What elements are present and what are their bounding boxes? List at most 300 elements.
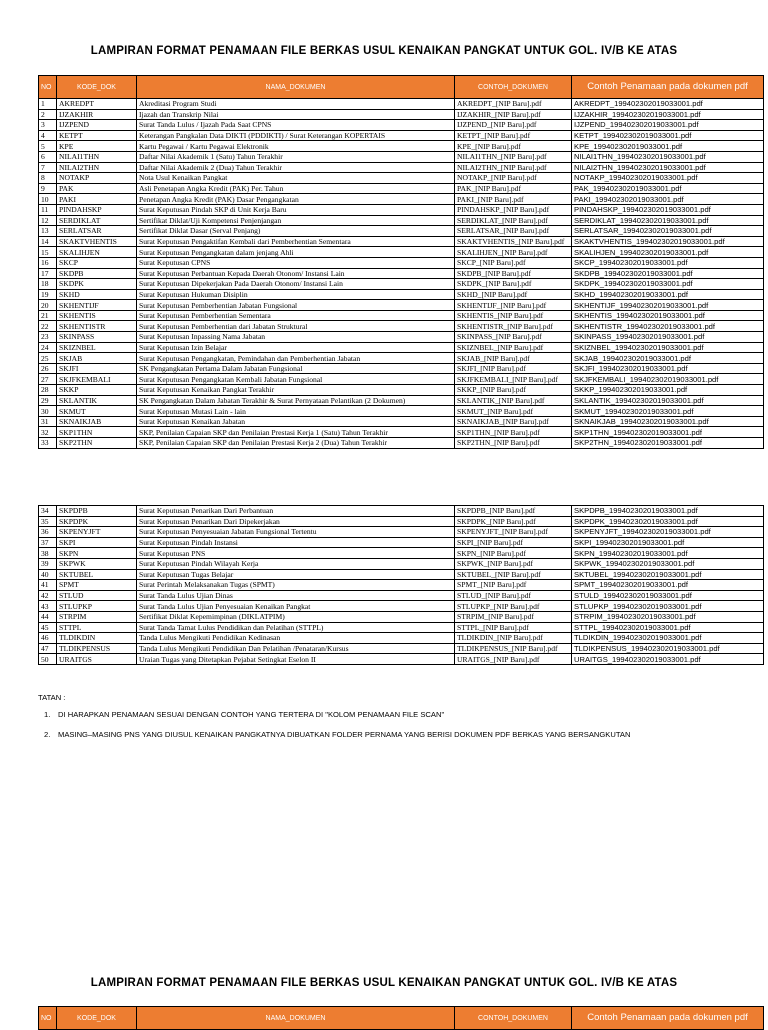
- row-number: 10: [39, 194, 57, 205]
- row-pdf-name: SKPDPK_199402302019033001.pdf: [572, 516, 764, 527]
- row-kode: SKJAB: [57, 353, 137, 364]
- row-kode: STTPL: [57, 622, 137, 633]
- row-pdf-name: STRPIM_199402302019033001.pdf: [572, 611, 764, 622]
- row-kode: SKPWK: [57, 558, 137, 569]
- note-number: 1.: [44, 710, 51, 719]
- row-nama: Akreditasi Program Studi: [137, 99, 455, 110]
- note-text: DI HARAPKAN PENAMAAN SESUAI DENGAN CONTOH YANG TERTERA DI "KOLOM PENAMAAN FILE SCAN": [58, 710, 445, 719]
- row-contoh: SKJAB_[NIP Baru].pdf: [455, 353, 572, 364]
- row-nama: Surat Keputusan Pemberhentian Jabatan Fungsional: [137, 300, 455, 311]
- table-row: [39, 590, 764, 601]
- row-contoh: SKLANTIK_[NIP Baru].pdf: [455, 395, 572, 406]
- row-nama: Penetapan Angka Kredit (PAK) Dasar Pengangkatan: [137, 194, 455, 205]
- table-row: [39, 289, 764, 300]
- row-nama: Surat Keputusan Dipekerjakan Pada Daerah Otonom/ Instansi Lain: [137, 279, 455, 290]
- row-pdf-name: SKTUBEL_199402302019033001.pdf: [572, 569, 764, 580]
- row-nama: Tanda Lulus Mengikuti Pendidikan Dan Pelatihan /Penataran/Kursus: [137, 643, 455, 654]
- row-number: 47: [39, 643, 57, 654]
- table-row: [39, 654, 764, 665]
- row-contoh: SERLATSAR_[NIP Baru].pdf: [455, 226, 572, 237]
- row-number: 14: [39, 236, 57, 247]
- row-pdf-name: NILAI2THN_199402302019033001.pdf: [572, 162, 764, 173]
- row-number: 7: [39, 162, 57, 173]
- row-nama: Surat Tanda Lulus Ujian Dinas: [137, 590, 455, 601]
- table-row: [39, 580, 764, 591]
- row-number: 11: [39, 204, 57, 215]
- table-row: [39, 194, 764, 205]
- header-contoh: CONTOH_DOKUMEN: [455, 76, 572, 99]
- row-contoh: NILAI1THN_[NIP Baru].pdf: [455, 151, 572, 162]
- row-nama: Daftar Nilai Akademik 1 (Satu) Tahun Terakhir: [137, 151, 455, 162]
- row-kode: STLUD: [57, 590, 137, 601]
- table-header-row: [39, 1007, 764, 1030]
- row-pdf-name: TLDIKDIN_199402302019033001.pdf: [572, 633, 764, 644]
- row-contoh: SKP1THN_[NIP Baru].pdf: [455, 427, 572, 438]
- row-kode: SKHENTIJF: [57, 300, 137, 311]
- row-pdf-name: PINDAHSKP_199402302019033001.pdf: [572, 204, 764, 215]
- row-number: 5: [39, 141, 57, 152]
- notes-label: TATAN :: [38, 693, 66, 702]
- row-pdf-name: SKPENYJFT_199402302019033001.pdf: [572, 527, 764, 538]
- row-contoh: KPE_[NIP Baru].pdf: [455, 141, 572, 152]
- row-nama: Surat Keputusan Pengangkatan, Pemindahan dan Pemberhentian Jabatan: [137, 353, 455, 364]
- row-number: 15: [39, 247, 57, 258]
- table-row: [39, 130, 764, 141]
- table-row: [39, 141, 764, 152]
- row-nama: Surat Keputusan Kenaikan Jabatan: [137, 416, 455, 427]
- row-nama: Surat Keputusan Penarikan Dari Perbantuan: [137, 506, 455, 517]
- row-kode: IJZAKHIR: [57, 109, 137, 120]
- row-pdf-name: SKNAIKJAB_199402302019033001.pdf: [572, 416, 764, 427]
- row-kode: SKIZNBEL: [57, 342, 137, 353]
- header-contoh: CONTOH_DOKUMEN: [455, 1007, 572, 1030]
- table-row: [39, 279, 764, 290]
- row-nama: Surat Keputusan Pindah Instansi: [137, 537, 455, 548]
- row-number: 37: [39, 537, 57, 548]
- row-contoh: PAK_[NIP Baru].pdf: [455, 183, 572, 194]
- row-kode: SKP2THN: [57, 438, 137, 449]
- row-pdf-name: SKPDPB_199402302019033001.pdf: [572, 506, 764, 517]
- row-nama: Surat Keputusan Pindah Wilayah Kerja: [137, 558, 455, 569]
- row-kode: STLUPKP: [57, 601, 137, 612]
- row-kode: SKPDPB: [57, 506, 137, 517]
- row-contoh: KETPT_[NIP Baru].pdf: [455, 130, 572, 141]
- row-kode: SKJFKEMBALI: [57, 374, 137, 385]
- row-pdf-name: SKPWK_199402302019033001.pdf: [572, 558, 764, 569]
- row-pdf-name: NOTAKP_199402302019033001.pdf: [572, 173, 764, 184]
- header-kode: KODE_DOK: [57, 76, 137, 99]
- row-pdf-name: SPMT_199402302019033001.pdf: [572, 580, 764, 591]
- row-contoh: SKJFI_[NIP Baru].pdf: [455, 363, 572, 374]
- row-nama: Surat Keputusan Kenaikan Pangkat Terakhir: [137, 385, 455, 396]
- row-number: 42: [39, 590, 57, 601]
- note-text: MASING–MASING PNS YANG DIUSUL KENAIKAN PANGKATNYA DIBUATKAN FOLDER PERNAMA YANG BERISI DOKUMEN PDF BERKAS YANG BERSANGKUTAN: [58, 730, 631, 739]
- table-row: [39, 353, 764, 364]
- table-row: [39, 611, 764, 622]
- row-pdf-name: SKPI_199402302019033001.pdf: [572, 537, 764, 548]
- row-kode: SERDIKLAT: [57, 215, 137, 226]
- row-number: 46: [39, 633, 57, 644]
- row-contoh: TLDIKPENSUS_[NIP Baru].pdf: [455, 643, 572, 654]
- row-pdf-name: SKKP_199402302019033001.pdf: [572, 385, 764, 396]
- row-pdf-name: SKINPASS_199402302019033001.pdf: [572, 332, 764, 343]
- table-row: [39, 257, 764, 268]
- row-number: 31: [39, 416, 57, 427]
- table-header-row: [39, 76, 764, 99]
- table-body-part1: [39, 99, 764, 449]
- row-nama: Surat Perintah Melaksanakan Tugas (SPMT): [137, 580, 455, 591]
- row-number: 29: [39, 395, 57, 406]
- table-row: [39, 506, 764, 517]
- row-kode: SKCP: [57, 257, 137, 268]
- table-row: [39, 151, 764, 162]
- file-naming-table-part2: [38, 505, 764, 665]
- table-row: [39, 183, 764, 194]
- row-kode: SKTUBEL: [57, 569, 137, 580]
- row-nama: Keterangan Pangkalan Data DIKTI (PDDIKTI) / Surat Keterangan KOPERTAIS: [137, 130, 455, 141]
- row-kode: SKHD: [57, 289, 137, 300]
- table-row: [39, 247, 764, 258]
- row-pdf-name: SKJFKEMBALI_199402302019033001.pdf: [572, 374, 764, 385]
- row-contoh: SKINPASS_[NIP Baru].pdf: [455, 332, 572, 343]
- table-row: [39, 527, 764, 538]
- file-naming-table-part3: [38, 1006, 764, 1030]
- row-nama: Sertifikat Diklat Dasar (Serval Penjang): [137, 226, 455, 237]
- row-number: 30: [39, 406, 57, 417]
- table-row: [39, 321, 764, 332]
- header-nama: NAMA_DOKUMEN: [137, 1007, 455, 1030]
- row-kode: SKLANTIK: [57, 395, 137, 406]
- row-kode: KETPT: [57, 130, 137, 141]
- row-contoh: SKCP_[NIP Baru].pdf: [455, 257, 572, 268]
- row-kode: SKDPB: [57, 268, 137, 279]
- row-pdf-name: PAKI_199402302019033001.pdf: [572, 194, 764, 205]
- row-contoh: SERDIKLAT_[NIP Baru].pdf: [455, 215, 572, 226]
- row-nama: Surat Keputusan Pengaktifan Kembali dari Pemberhentian Sementara: [137, 236, 455, 247]
- row-pdf-name: STLUPKP_199402302019033001.pdf: [572, 601, 764, 612]
- row-kode: TLDIKPENSUS: [57, 643, 137, 654]
- row-pdf-name: SKHD_199402302019033001.pdf: [572, 289, 764, 300]
- row-kode: KPE: [57, 141, 137, 152]
- row-pdf-name: PAK_199402302019033001.pdf: [572, 183, 764, 194]
- row-number: 34: [39, 506, 57, 517]
- table-row: [39, 236, 764, 247]
- row-number: 43: [39, 601, 57, 612]
- row-number: 32: [39, 427, 57, 438]
- row-nama: Nota Usul Kenaikan Pangkat: [137, 173, 455, 184]
- header-no: NO: [39, 76, 57, 99]
- row-kode: STRPIM: [57, 611, 137, 622]
- row-kode: SKJFI: [57, 363, 137, 374]
- row-nama: Uraian Tugas yang Ditetapkan Pejabat Setingkat Eselon II: [137, 654, 455, 665]
- row-contoh: SKPI_[NIP Baru].pdf: [455, 537, 572, 548]
- row-pdf-name: URAITGS_199402302019033001.pdf: [572, 654, 764, 665]
- row-number: 23: [39, 332, 57, 343]
- table-row: [39, 516, 764, 527]
- table-row: [39, 226, 764, 237]
- row-kode: URAITGS: [57, 654, 137, 665]
- row-number: 9: [39, 183, 57, 194]
- row-contoh: PINDAHSKP_[NIP Baru].pdf: [455, 204, 572, 215]
- row-kode: NOTAKP: [57, 173, 137, 184]
- row-kode: NILAI1THN: [57, 151, 137, 162]
- row-number: 12: [39, 215, 57, 226]
- row-kode: SKINPASS: [57, 332, 137, 343]
- row-kode: SPMT: [57, 580, 137, 591]
- table-row: [39, 569, 764, 580]
- table-row: [39, 109, 764, 120]
- row-kode: SKMUT: [57, 406, 137, 417]
- row-contoh: SKAKTVHENTIS_[NIP Baru].pdf: [455, 236, 572, 247]
- row-number: 17: [39, 268, 57, 279]
- file-naming-table-part1: [38, 75, 764, 449]
- table-row: [39, 332, 764, 343]
- row-kode: TLDIKDIN: [57, 633, 137, 644]
- row-number: 50: [39, 654, 57, 665]
- table-row: [39, 162, 764, 173]
- table-row: [39, 558, 764, 569]
- row-contoh: IJZAKHIR_[NIP Baru].pdf: [455, 109, 572, 120]
- row-nama: Surat Keputusan Pemberhentian dari Jabatan Struktural: [137, 321, 455, 332]
- row-pdf-name: SKIZNBEL_199402302019033001.pdf: [572, 342, 764, 353]
- row-contoh: SKNAIKJAB_[NIP Baru].pdf: [455, 416, 572, 427]
- table-row: [39, 310, 764, 321]
- row-contoh: SPMT_[NIP Baru].pdf: [455, 580, 572, 591]
- row-pdf-name: SERDIKLAT_199402302019033001.pdf: [572, 215, 764, 226]
- table-row: [39, 99, 764, 110]
- row-number: 3: [39, 120, 57, 131]
- row-number: 26: [39, 363, 57, 374]
- table-row: [39, 643, 764, 654]
- row-kode: SKHENTIS: [57, 310, 137, 321]
- row-contoh: SKJFKEMBALI_[NIP Baru].pdf: [455, 374, 572, 385]
- document-title: LAMPIRAN FORMAT PENAMAAN FILE BERKAS USUL KENAIKAN PANGKAT UNTUK GOL. IV/B KE ATAS: [90, 45, 678, 57]
- row-pdf-name: SKMUT_199402302019033001.pdf: [572, 406, 764, 417]
- row-pdf-name: SKP1THN_199402302019033001.pdf: [572, 427, 764, 438]
- row-contoh: SKHENTISTR_[NIP Baru].pdf: [455, 321, 572, 332]
- row-nama: SKP, Penilaian Capaian SKP dan Penilaian Prestasi Kerja 2 (Dua) Tahun Terakhir: [137, 438, 455, 449]
- row-contoh: URAITGS_[NIP Baru].pdf: [455, 654, 572, 665]
- row-pdf-name: STTPL_199402302019033001.pdf: [572, 622, 764, 633]
- row-contoh: SKDPB_[NIP Baru].pdf: [455, 268, 572, 279]
- row-kode: SKPENYJFT: [57, 527, 137, 538]
- row-nama: Surat Keputusan Tugas Belajar: [137, 569, 455, 580]
- row-kode: SKHENTISTR: [57, 321, 137, 332]
- table-row: [39, 300, 764, 311]
- row-kode: PAK: [57, 183, 137, 194]
- row-contoh: SKKP_[NIP Baru].pdf: [455, 385, 572, 396]
- table-row: [39, 374, 764, 385]
- row-nama: Surat Tanda Lulus Ujian Penyesuaian Kenaikan Pangkat: [137, 601, 455, 612]
- row-contoh: PAKI_[NIP Baru].pdf: [455, 194, 572, 205]
- table-row: [39, 268, 764, 279]
- row-kode: SKAKTVHENTIS: [57, 236, 137, 247]
- row-nama: Surat Keputusan Pemberhentian Sementara: [137, 310, 455, 321]
- row-number: 25: [39, 353, 57, 364]
- row-pdf-name: SKALIHJEN_199402302019033001.pdf: [572, 247, 764, 258]
- row-number: 33: [39, 438, 57, 449]
- header-no: NO: [39, 1007, 57, 1030]
- row-number: 8: [39, 173, 57, 184]
- row-contoh: SKDPK_[NIP Baru].pdf: [455, 279, 572, 290]
- row-number: 1: [39, 99, 57, 110]
- row-number: 22: [39, 321, 57, 332]
- row-contoh: STRPIM_[NIP Baru].pdf: [455, 611, 572, 622]
- row-nama: Tanda Lulus Mengikuti Pendidikan Kedinasan: [137, 633, 455, 644]
- header-pdf: Contoh Penamaan pada dokumen pdf: [572, 76, 764, 99]
- row-nama: Surat Keputusan Inpassing Nama Jabatan: [137, 332, 455, 343]
- row-number: 35: [39, 516, 57, 527]
- row-nama: Surat Keputusan Izin Belajar: [137, 342, 455, 353]
- row-nama: SK Pengangkatan Pertama Dalam Jabatan Fungsional: [137, 363, 455, 374]
- row-contoh: SKP2THN_[NIP Baru].pdf: [455, 438, 572, 449]
- row-nama: Daftar Nilai Akademik 2 (Dua) Tahun Terakhir: [137, 162, 455, 173]
- row-contoh: SKHENTIJF_[NIP Baru].pdf: [455, 300, 572, 311]
- row-contoh: SKPENYJFT_[NIP Baru].pdf: [455, 527, 572, 538]
- row-pdf-name: SKPN_199402302019033001.pdf: [572, 548, 764, 559]
- row-pdf-name: IJZAKHIR_199402302019033001.pdf: [572, 109, 764, 120]
- row-number: 4: [39, 130, 57, 141]
- row-kode: SKNAIKJAB: [57, 416, 137, 427]
- row-number: 41: [39, 580, 57, 591]
- row-contoh: SKTUBEL_[NIP Baru].pdf: [455, 569, 572, 580]
- row-kode: SERLATSAR: [57, 226, 137, 237]
- row-pdf-name: SKHENTISTR_199402302019033001.pdf: [572, 321, 764, 332]
- row-number: 40: [39, 569, 57, 580]
- row-contoh: SKPN_[NIP Baru].pdf: [455, 548, 572, 559]
- row-nama: Surat Keputusan Penarikan Dari Dipekerjakan: [137, 516, 455, 527]
- table-row: [39, 406, 764, 417]
- row-pdf-name: SKJFI_199402302019033001.pdf: [572, 363, 764, 374]
- row-contoh: TLDIKDIN_[NIP Baru].pdf: [455, 633, 572, 644]
- row-pdf-name: SKDPK_199402302019033001.pdf: [572, 279, 764, 290]
- row-nama: Surat Tanda Lulus / Ijazah Pada Saat CPNS: [137, 120, 455, 131]
- row-kode: SKP1THN: [57, 427, 137, 438]
- row-nama: Surat Keputusan Perbantuan Kepada Daerah Otonom/ Instansi Lain: [137, 268, 455, 279]
- row-nama: Kartu Pegawai / Kartu Pegawai Elektronik: [137, 141, 455, 152]
- row-pdf-name: KETPT_199402302019033001.pdf: [572, 130, 764, 141]
- row-kode: SKPDPK: [57, 516, 137, 527]
- table-row: [39, 385, 764, 396]
- row-contoh: SKPDPB_[NIP Baru].pdf: [455, 506, 572, 517]
- row-pdf-name: NILAI1THN_199402302019033001.pdf: [572, 151, 764, 162]
- row-nama: Surat Keputusan CPNS: [137, 257, 455, 268]
- row-nama: Surat Keputusan Pindah SKP di Unit Kerja Baru: [137, 204, 455, 215]
- table-row: [39, 395, 764, 406]
- row-number: 6: [39, 151, 57, 162]
- row-kode: SKPI: [57, 537, 137, 548]
- table-row: [39, 342, 764, 353]
- row-contoh: AKREDPT_[NIP Baru].pdf: [455, 99, 572, 110]
- row-contoh: NILAI2THN_[NIP Baru].pdf: [455, 162, 572, 173]
- row-nama: Surat Keputusan Mutasi Lain - lain: [137, 406, 455, 417]
- row-kode: PAKI: [57, 194, 137, 205]
- row-number: 20: [39, 300, 57, 311]
- table-row: [39, 601, 764, 612]
- row-contoh: IJZPEND_[NIP Baru].pdf: [455, 120, 572, 131]
- row-nama: Surat Keputusan Pengangkatan dalam jenjang Ahli: [137, 247, 455, 258]
- row-contoh: NOTAKP_[NIP Baru].pdf: [455, 173, 572, 184]
- row-contoh: STLUPKP_[NIP Baru].pdf: [455, 601, 572, 612]
- row-number: 2: [39, 109, 57, 120]
- notes-section: [38, 693, 630, 750]
- note-item: [44, 730, 630, 739]
- document-title-repeat: LAMPIRAN FORMAT PENAMAAN FILE BERKAS USUL KENAIKAN PANGKAT UNTUK GOL. IV/B KE ATAS: [90, 977, 678, 989]
- row-pdf-name: KPE_199402302019033001.pdf: [572, 141, 764, 152]
- row-number: 16: [39, 257, 57, 268]
- row-number: 27: [39, 374, 57, 385]
- row-number: 21: [39, 310, 57, 321]
- row-nama: Surat Keputusan Pengangkatan Kembali Jabatan Fungsional: [137, 374, 455, 385]
- table-row: [39, 363, 764, 374]
- row-contoh: STLUD_[NIP Baru].pdf: [455, 590, 572, 601]
- row-contoh: SKPWK_[NIP Baru].pdf: [455, 558, 572, 569]
- row-contoh: SKALIHJEN_[NIP Baru].pdf: [455, 247, 572, 258]
- row-nama: Surat Keputusan Penyesuaian Jabatan Fungsional Tertentu: [137, 527, 455, 538]
- row-nama: Surat Tanda Tamat Lulus Pendidikan dan Pelatihan (STTPL): [137, 622, 455, 633]
- header-pdf: Contoh Penamaan pada dokumen pdf: [572, 1007, 764, 1030]
- header-nama: NAMA_DOKUMEN: [137, 76, 455, 99]
- row-contoh: SKHD_[NIP Baru].pdf: [455, 289, 572, 300]
- row-number: 13: [39, 226, 57, 237]
- row-pdf-name: IJZPEND_199402302019033001.pdf: [572, 120, 764, 131]
- row-contoh: SKPDPK_[NIP Baru].pdf: [455, 516, 572, 527]
- row-nama: Sertifikat Diklat Kepemimpinan (DIKLATPIM): [137, 611, 455, 622]
- row-number: 36: [39, 527, 57, 538]
- row-pdf-name: SKHENTIJF_199402302019033001.pdf: [572, 300, 764, 311]
- table-row: [39, 537, 764, 548]
- row-pdf-name: SKJAB_199402302019033001.pdf: [572, 353, 764, 364]
- row-nama: Asli Penetapan Angka Kredit (PAK) Per. Tahun: [137, 183, 455, 194]
- row-pdf-name: SKDPB_199402302019033001.pdf: [572, 268, 764, 279]
- table-body-part2: [39, 506, 764, 665]
- row-number: 28: [39, 385, 57, 396]
- table-row: [39, 215, 764, 226]
- row-number: 44: [39, 611, 57, 622]
- row-kode: PINDAHSKP: [57, 204, 137, 215]
- row-number: 19: [39, 289, 57, 300]
- row-number: 39: [39, 558, 57, 569]
- row-kode: NILAI2THN: [57, 162, 137, 173]
- table-row: [39, 622, 764, 633]
- row-pdf-name: AKREDPT_199402302019033001.pdf: [572, 99, 764, 110]
- row-kode: SKPN: [57, 548, 137, 559]
- row-contoh: SKHENTIS_[NIP Baru].pdf: [455, 310, 572, 321]
- row-pdf-name: SKCP_199402302019033001.pdf: [572, 257, 764, 268]
- row-nama: SKP, Penilaian Capaian SKP dan Penilaian Prestasi Kerja 1 (Satu) Tahun Terakhir: [137, 427, 455, 438]
- table-row: [39, 633, 764, 644]
- row-pdf-name: STULD_199402302019033001.pdf: [572, 590, 764, 601]
- row-pdf-name: SERLATSAR_199402302019033001.pdf: [572, 226, 764, 237]
- row-nama: Sertifikat Diklat/Uji Kompetensi Penjenjangan: [137, 215, 455, 226]
- row-kode: IJZPEND: [57, 120, 137, 131]
- table-row: [39, 120, 764, 131]
- table-row: [39, 173, 764, 184]
- table-row: [39, 416, 764, 427]
- row-nama: Surat Keputusan PNS: [137, 548, 455, 559]
- row-contoh: SKMUT_[NIP Baru].pdf: [455, 406, 572, 417]
- row-pdf-name: SKAKTVHENTIS_199402302019033001.pdf: [572, 236, 764, 247]
- row-kode: SKKP: [57, 385, 137, 396]
- table-row: [39, 438, 764, 449]
- row-kode: SKALIHJEN: [57, 247, 137, 258]
- row-contoh: SKIZNBEL_[NIP Baru].pdf: [455, 342, 572, 353]
- row-pdf-name: SKLANTIK_199402302019033001.pdf: [572, 395, 764, 406]
- row-number: 45: [39, 622, 57, 633]
- note-item: [44, 710, 630, 719]
- row-number: 24: [39, 342, 57, 353]
- table-row: [39, 204, 764, 215]
